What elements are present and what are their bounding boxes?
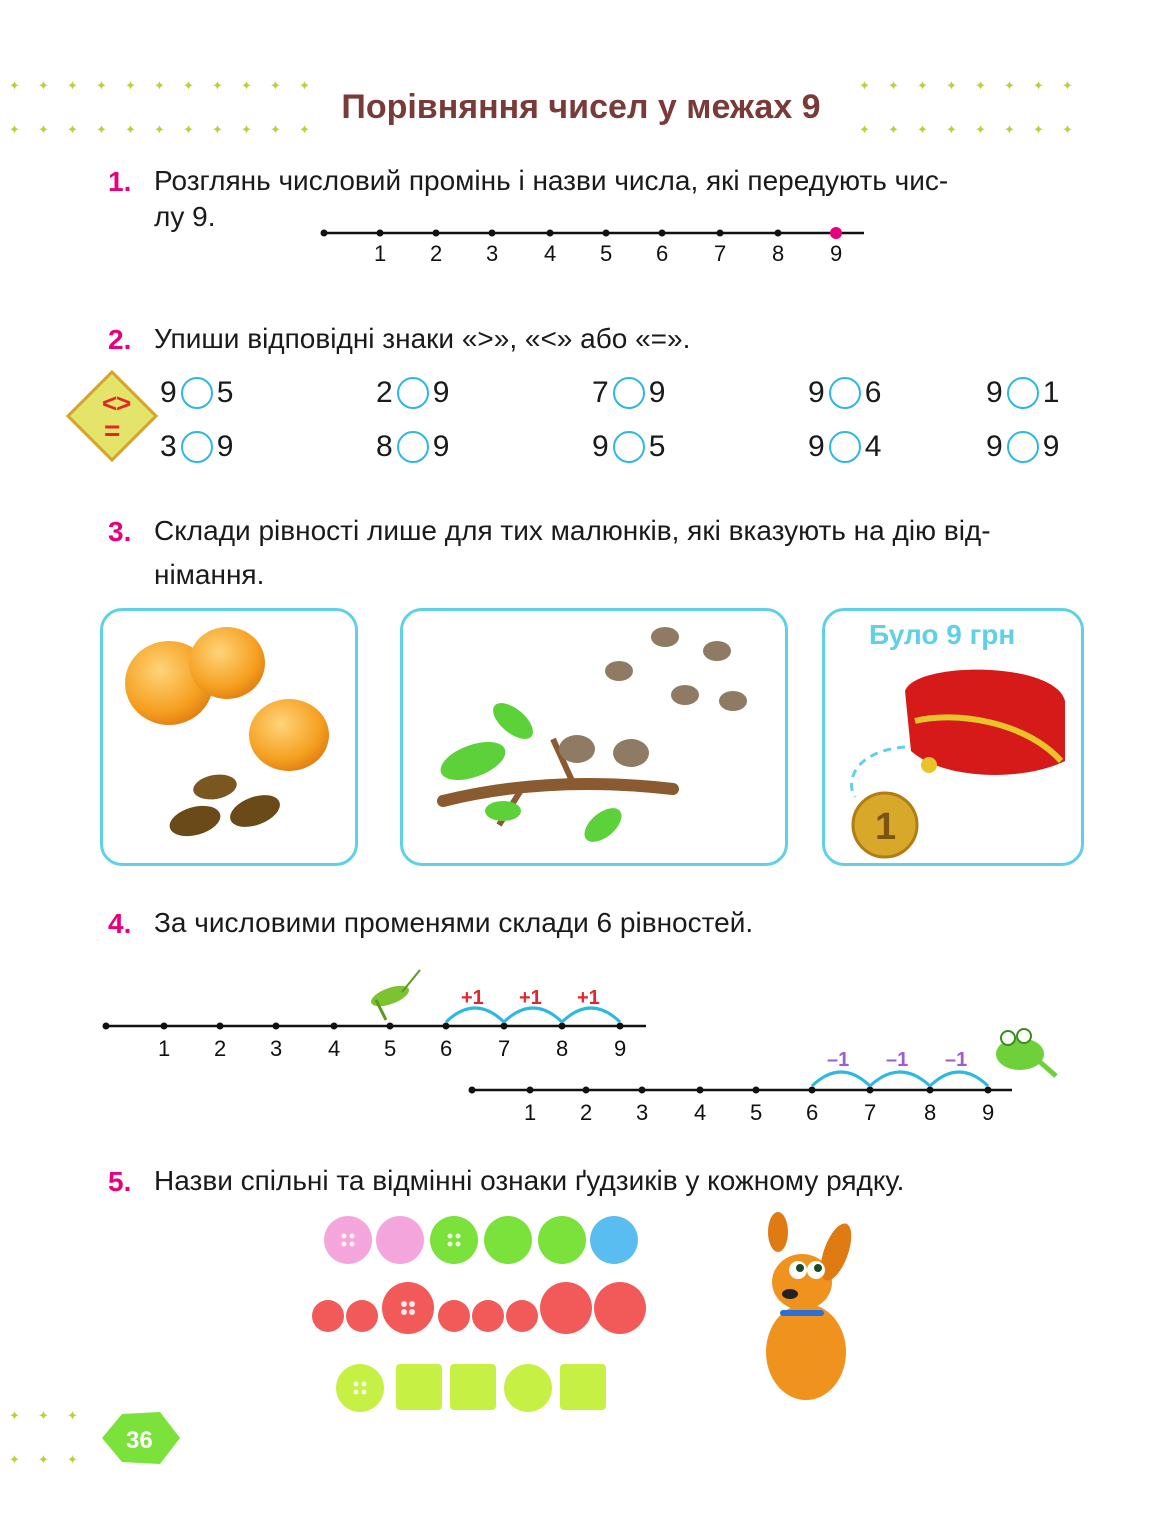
decor-stars-top: ✦ ✦ ✦ ✦ ✦ ✦ ✦ ✦ ✦ ✦ ✦ [9, 78, 310, 93]
ray-minus-tick-label: 7 [864, 1100, 877, 1125]
coin-value: 1 [875, 806, 897, 848]
ray-plus-tick [387, 1023, 394, 1030]
ray-minus-tick [697, 1087, 704, 1094]
comparison-right-number: 9 [648, 376, 666, 409]
ray-plus-tick [443, 1023, 450, 1030]
grasshopper-icon [368, 970, 420, 1020]
ray-minus-tick-label: 4 [694, 1100, 707, 1125]
purse-coin-illustration [825, 611, 1081, 863]
ray1-tick [603, 230, 610, 237]
comparison-item [986, 376, 1059, 410]
ray-plus-tick [161, 1023, 168, 1030]
ray-minus-tick-label: 3 [636, 1100, 649, 1125]
comparison-sign-blank[interactable] [613, 377, 645, 409]
ray-minus-tick [927, 1087, 934, 1094]
decor-stars-top-right: ✦ ✦ ✦ ✦ ✦ ✦ ✦ ✦ [859, 78, 1073, 93]
comparison-right-number: 9 [432, 376, 450, 409]
comparison-left-number: 9 [808, 376, 825, 409]
comparison-left-number: 2 [376, 376, 393, 409]
ray-plus-tick-label: 1 [158, 1036, 171, 1061]
task4-text: За числовими променями склади 6 рівностей. [154, 907, 754, 938]
comparison-sign-blank[interactable] [181, 377, 213, 409]
task5-text: Назви спільні та відмінні ознаки ґудзиків у кожному рядку. [154, 1165, 905, 1196]
task2-number: 2. [108, 324, 132, 355]
comparison-left-number: 9 [808, 430, 825, 463]
ray-minus-step-label: –1 [827, 1049, 850, 1071]
buttons-rows-illustration [300, 1208, 660, 1418]
ray-plus-tick-label: 5 [384, 1036, 397, 1061]
comparison-sign-blank[interactable] [829, 377, 861, 409]
ray-minus-tick [809, 1087, 816, 1094]
comparison-right-number: 1 [1042, 376, 1060, 409]
ray1-tick-label: 5 [600, 241, 613, 266]
comparison-item [986, 430, 1059, 464]
task4-ray-minus [460, 1020, 1080, 1130]
ray-minus-arc [930, 1072, 988, 1086]
ray1-tick [377, 230, 384, 237]
ray-plus-tick-label: 8 [556, 1036, 569, 1061]
task1-text-line1: Розглянь числовий промінь і назви числа, які передують чис- [154, 165, 949, 196]
comparison-sign-blank[interactable] [1007, 377, 1039, 409]
ray-minus-tick-label: 6 [806, 1100, 819, 1125]
ray1-tick [433, 230, 440, 237]
ray1-tick-label: 8 [772, 241, 785, 266]
comparison-item [808, 376, 881, 410]
ray1-tick-label: 2 [430, 241, 443, 266]
ray-minus-origin-dot [469, 1087, 476, 1094]
panel-birds [400, 608, 788, 866]
panel-purse-caption: Було 9 грн [869, 619, 1016, 650]
ray-plus-step-label: +1 [519, 987, 542, 1009]
ray-minus-tick-label: 9 [982, 1100, 995, 1125]
comparison-item [592, 430, 665, 464]
comparison-sign-blank[interactable] [613, 431, 645, 463]
birds-on-branch-illustration [403, 611, 785, 863]
ray-plus-tick-label: 9 [614, 1036, 627, 1061]
ray-minus-tick [639, 1087, 646, 1094]
ray1-tick-label: 4 [544, 241, 557, 266]
comparison-item [376, 376, 449, 410]
page-number-badge [100, 1410, 180, 1466]
ray1-tick [717, 230, 724, 237]
buttons-row-3 [336, 1364, 606, 1412]
ray-plus-tick-label: 4 [328, 1036, 341, 1061]
decor-stars-top-2: ✦ ✦ ✦ ✦ ✦ ✦ ✦ ✦ ✦ ✦ ✦ [9, 122, 310, 137]
decor-stars-bottom-2: ✦ ✦ ✦ [9, 1452, 78, 1467]
ray-plus-tick [331, 1023, 338, 1030]
compare-signs-badge [64, 368, 160, 464]
ray-plus-tick-label: 6 [440, 1036, 453, 1061]
comparison-sign-blank[interactable] [829, 431, 861, 463]
ray-minus-tick [527, 1087, 534, 1094]
comparison-left-number: 9 [986, 430, 1003, 463]
ray1-tick-label: 1 [374, 241, 387, 266]
ray-plus-tick-label: 2 [214, 1036, 227, 1061]
ray-minus-step-label: –1 [945, 1049, 968, 1071]
comparison-item [808, 430, 881, 464]
buttons-row-1 [324, 1216, 638, 1264]
comparison-right-number: 9 [1042, 430, 1060, 463]
ray-plus-tick-label: 3 [270, 1036, 283, 1061]
ray1-tick-label: 3 [486, 241, 499, 266]
buttons-row-2 [312, 1282, 646, 1334]
comparison-item [160, 430, 233, 464]
ray1-tick-label: 7 [714, 241, 727, 266]
comparison-left-number: 3 [160, 430, 177, 463]
decor-stars-bottom: ✦ ✦ ✦ [9, 1408, 78, 1423]
comparison-right-number: 9 [216, 430, 234, 463]
ray-minus-tick [583, 1087, 590, 1094]
task1-number-ray [310, 215, 880, 275]
ray1-tick [830, 227, 842, 239]
comparison-right-number: 5 [216, 376, 234, 409]
ray-minus-arc [812, 1072, 870, 1086]
ray1-tick [659, 230, 666, 237]
comparison-right-number: 4 [864, 430, 882, 463]
ray1-tick-label: 6 [656, 241, 669, 266]
ray1-origin-dot [321, 230, 328, 237]
ray-plus-step-label: +1 [461, 987, 484, 1009]
dog-illustration [740, 1212, 870, 1412]
comparison-sign-blank[interactable] [1007, 431, 1039, 463]
ray-minus-tick-label: 1 [524, 1100, 537, 1125]
ray1-tick [489, 230, 496, 237]
task3-text-line2: німання. [154, 559, 265, 590]
page-number: 36 [126, 1427, 153, 1454]
task3-text-line1: Склади рівності лише для тих малюнків, які вказують на дію від- [154, 515, 991, 546]
comparison-left-number: 9 [592, 430, 609, 463]
ray-plus-tick [217, 1023, 224, 1030]
task3-number: 3. [108, 516, 132, 547]
decor-stars-top-right-2: ✦ ✦ ✦ ✦ ✦ ✦ ✦ ✦ [859, 122, 1073, 137]
badge-less-sign: < [102, 388, 118, 418]
ray1-tick [547, 230, 554, 237]
comparison-right-number: 5 [648, 430, 666, 463]
task4-number: 4. [108, 908, 132, 939]
comparison-right-number: 9 [432, 430, 450, 463]
comparison-item [160, 376, 233, 410]
comparison-right-number: 6 [864, 376, 882, 409]
ray-plus-step-label: +1 [577, 987, 600, 1009]
panel-apricots [100, 608, 358, 866]
ray-plus-origin-dot [103, 1023, 110, 1030]
comparison-item [376, 430, 449, 464]
ray-plus-tick [273, 1023, 280, 1030]
ray-minus-tick-label: 5 [750, 1100, 763, 1125]
ray-minus-tick-label: 2 [580, 1100, 593, 1125]
ray-minus-tick [753, 1087, 760, 1094]
comparison-left-number: 8 [376, 430, 393, 463]
comparison-sign-blank[interactable] [181, 431, 213, 463]
comparison-item [592, 376, 665, 410]
task1-number: 1. [108, 166, 132, 197]
task1-text-line2: лу 9. [154, 201, 216, 232]
page-title: Порівняння чисел у межах 9 [341, 88, 821, 126]
badge-equal-sign: = [104, 415, 121, 446]
frog-icon [996, 1029, 1056, 1076]
comparison-sign-blank[interactable] [397, 431, 429, 463]
ray1-tick-label: 9 [830, 241, 843, 266]
ray-minus-tick [867, 1087, 874, 1094]
ray-minus-tick-label: 8 [924, 1100, 937, 1125]
comparison-left-number: 9 [986, 376, 1003, 409]
badge-greater-sign: > [116, 388, 132, 418]
comparison-sign-blank[interactable] [397, 377, 429, 409]
task5-number: 5. [108, 1166, 132, 1197]
comparison-left-number: 7 [592, 376, 609, 409]
ray-minus-arc [870, 1072, 930, 1086]
ray1-tick [775, 230, 782, 237]
ray-plus-tick-label: 7 [498, 1036, 511, 1061]
task2-text: Упиши відповідні знаки «>», «<» або «=». [154, 323, 691, 354]
comparison-left-number: 9 [160, 376, 177, 409]
panel-purse [822, 608, 1084, 866]
ray-minus-tick [985, 1087, 992, 1094]
ray-minus-step-label: –1 [886, 1049, 909, 1071]
apricots-illustration [103, 611, 355, 863]
